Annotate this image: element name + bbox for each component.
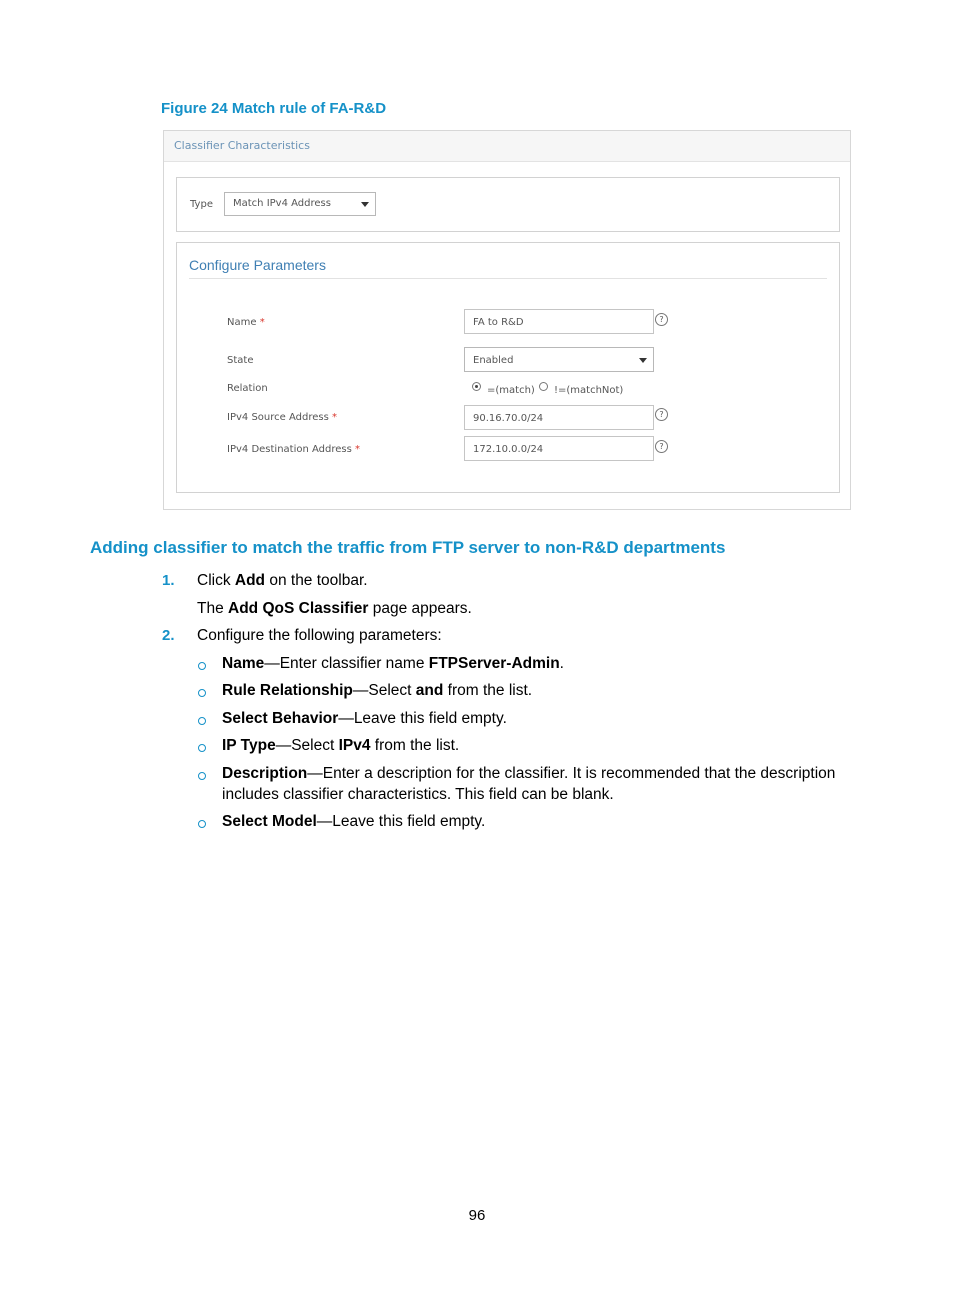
radio-match-label: =(match): [487, 385, 535, 396]
configure-parameters-section: [176, 242, 840, 493]
name-label: Name *: [227, 317, 265, 328]
bullet-icon: [198, 820, 206, 828]
list-item-continuation: includes classifier characteristics. This field can be blank.: [222, 786, 614, 803]
state-select[interactable]: [464, 347, 654, 372]
help-icon[interactable]: ?: [655, 440, 668, 453]
radio-matchnot-label: !=(matchNot): [554, 385, 624, 396]
help-icon[interactable]: ?: [655, 313, 668, 326]
type-label: Type: [190, 199, 213, 210]
bullet-icon: [198, 772, 206, 780]
step-text: Configure the following parameters:: [197, 627, 442, 644]
name-input[interactable]: FA to R&D: [464, 309, 654, 334]
bullet-icon: [198, 689, 206, 697]
radio-matchnot[interactable]: [539, 382, 548, 391]
state-select-value: Enabled: [473, 355, 514, 366]
page-number: 96: [468, 1207, 486, 1224]
required-mark: *: [331, 412, 337, 423]
list-item: Description—Enter a description for the classifier. It is recommended that the description: [222, 765, 836, 782]
step-number: 2.: [162, 627, 175, 644]
type-select-value: Match IPv4 Address: [233, 198, 331, 209]
radio-match[interactable]: [472, 382, 481, 391]
bullet-icon: [198, 717, 206, 725]
type-section: [176, 177, 840, 232]
required-mark: *: [259, 317, 265, 328]
divider: [189, 278, 827, 279]
params-title: Configure Parameters: [189, 257, 326, 273]
type-select[interactable]: [224, 192, 376, 216]
help-icon[interactable]: ?: [655, 408, 668, 421]
figure-caption: Figure 24 Match rule of FA-R&D: [161, 100, 387, 117]
chevron-down-icon: [361, 202, 369, 207]
list-item: Select Behavior—Leave this field empty.: [222, 710, 507, 727]
step-text: Click Add on the toolbar.: [197, 572, 368, 589]
list-item: Name—Enter classifier name FTPServer-Admin.: [222, 655, 564, 672]
list-item: Rule Relationship—Select and from the list.: [222, 682, 533, 699]
bullet-icon: [198, 662, 206, 670]
source-address-input[interactable]: 90.16.70.0/24: [464, 405, 654, 430]
relation-label: Relation: [227, 383, 268, 394]
classifier-panel: [163, 130, 851, 510]
list-item: Select Model—Leave this field empty.: [222, 813, 486, 830]
list-item: IP Type—Select IPv4 from the list.: [222, 737, 460, 754]
step-number: 1.: [162, 572, 175, 589]
bullet-icon: [198, 744, 206, 752]
panel-header: Classifier Characteristics: [164, 131, 850, 162]
state-label: State: [227, 355, 254, 366]
section-heading: Adding classifier to match the traffic from FTP server to non-R&D departments: [90, 538, 726, 557]
destination-address-input[interactable]: 172.10.0.0/24: [464, 436, 654, 461]
source-address-label: IPv4 Source Address *: [227, 412, 337, 423]
destination-address-label: IPv4 Destination Address *: [227, 444, 361, 455]
step-result: The Add QoS Classifier page appears.: [197, 600, 472, 617]
required-mark: *: [355, 444, 361, 455]
chevron-down-icon: [639, 358, 647, 363]
